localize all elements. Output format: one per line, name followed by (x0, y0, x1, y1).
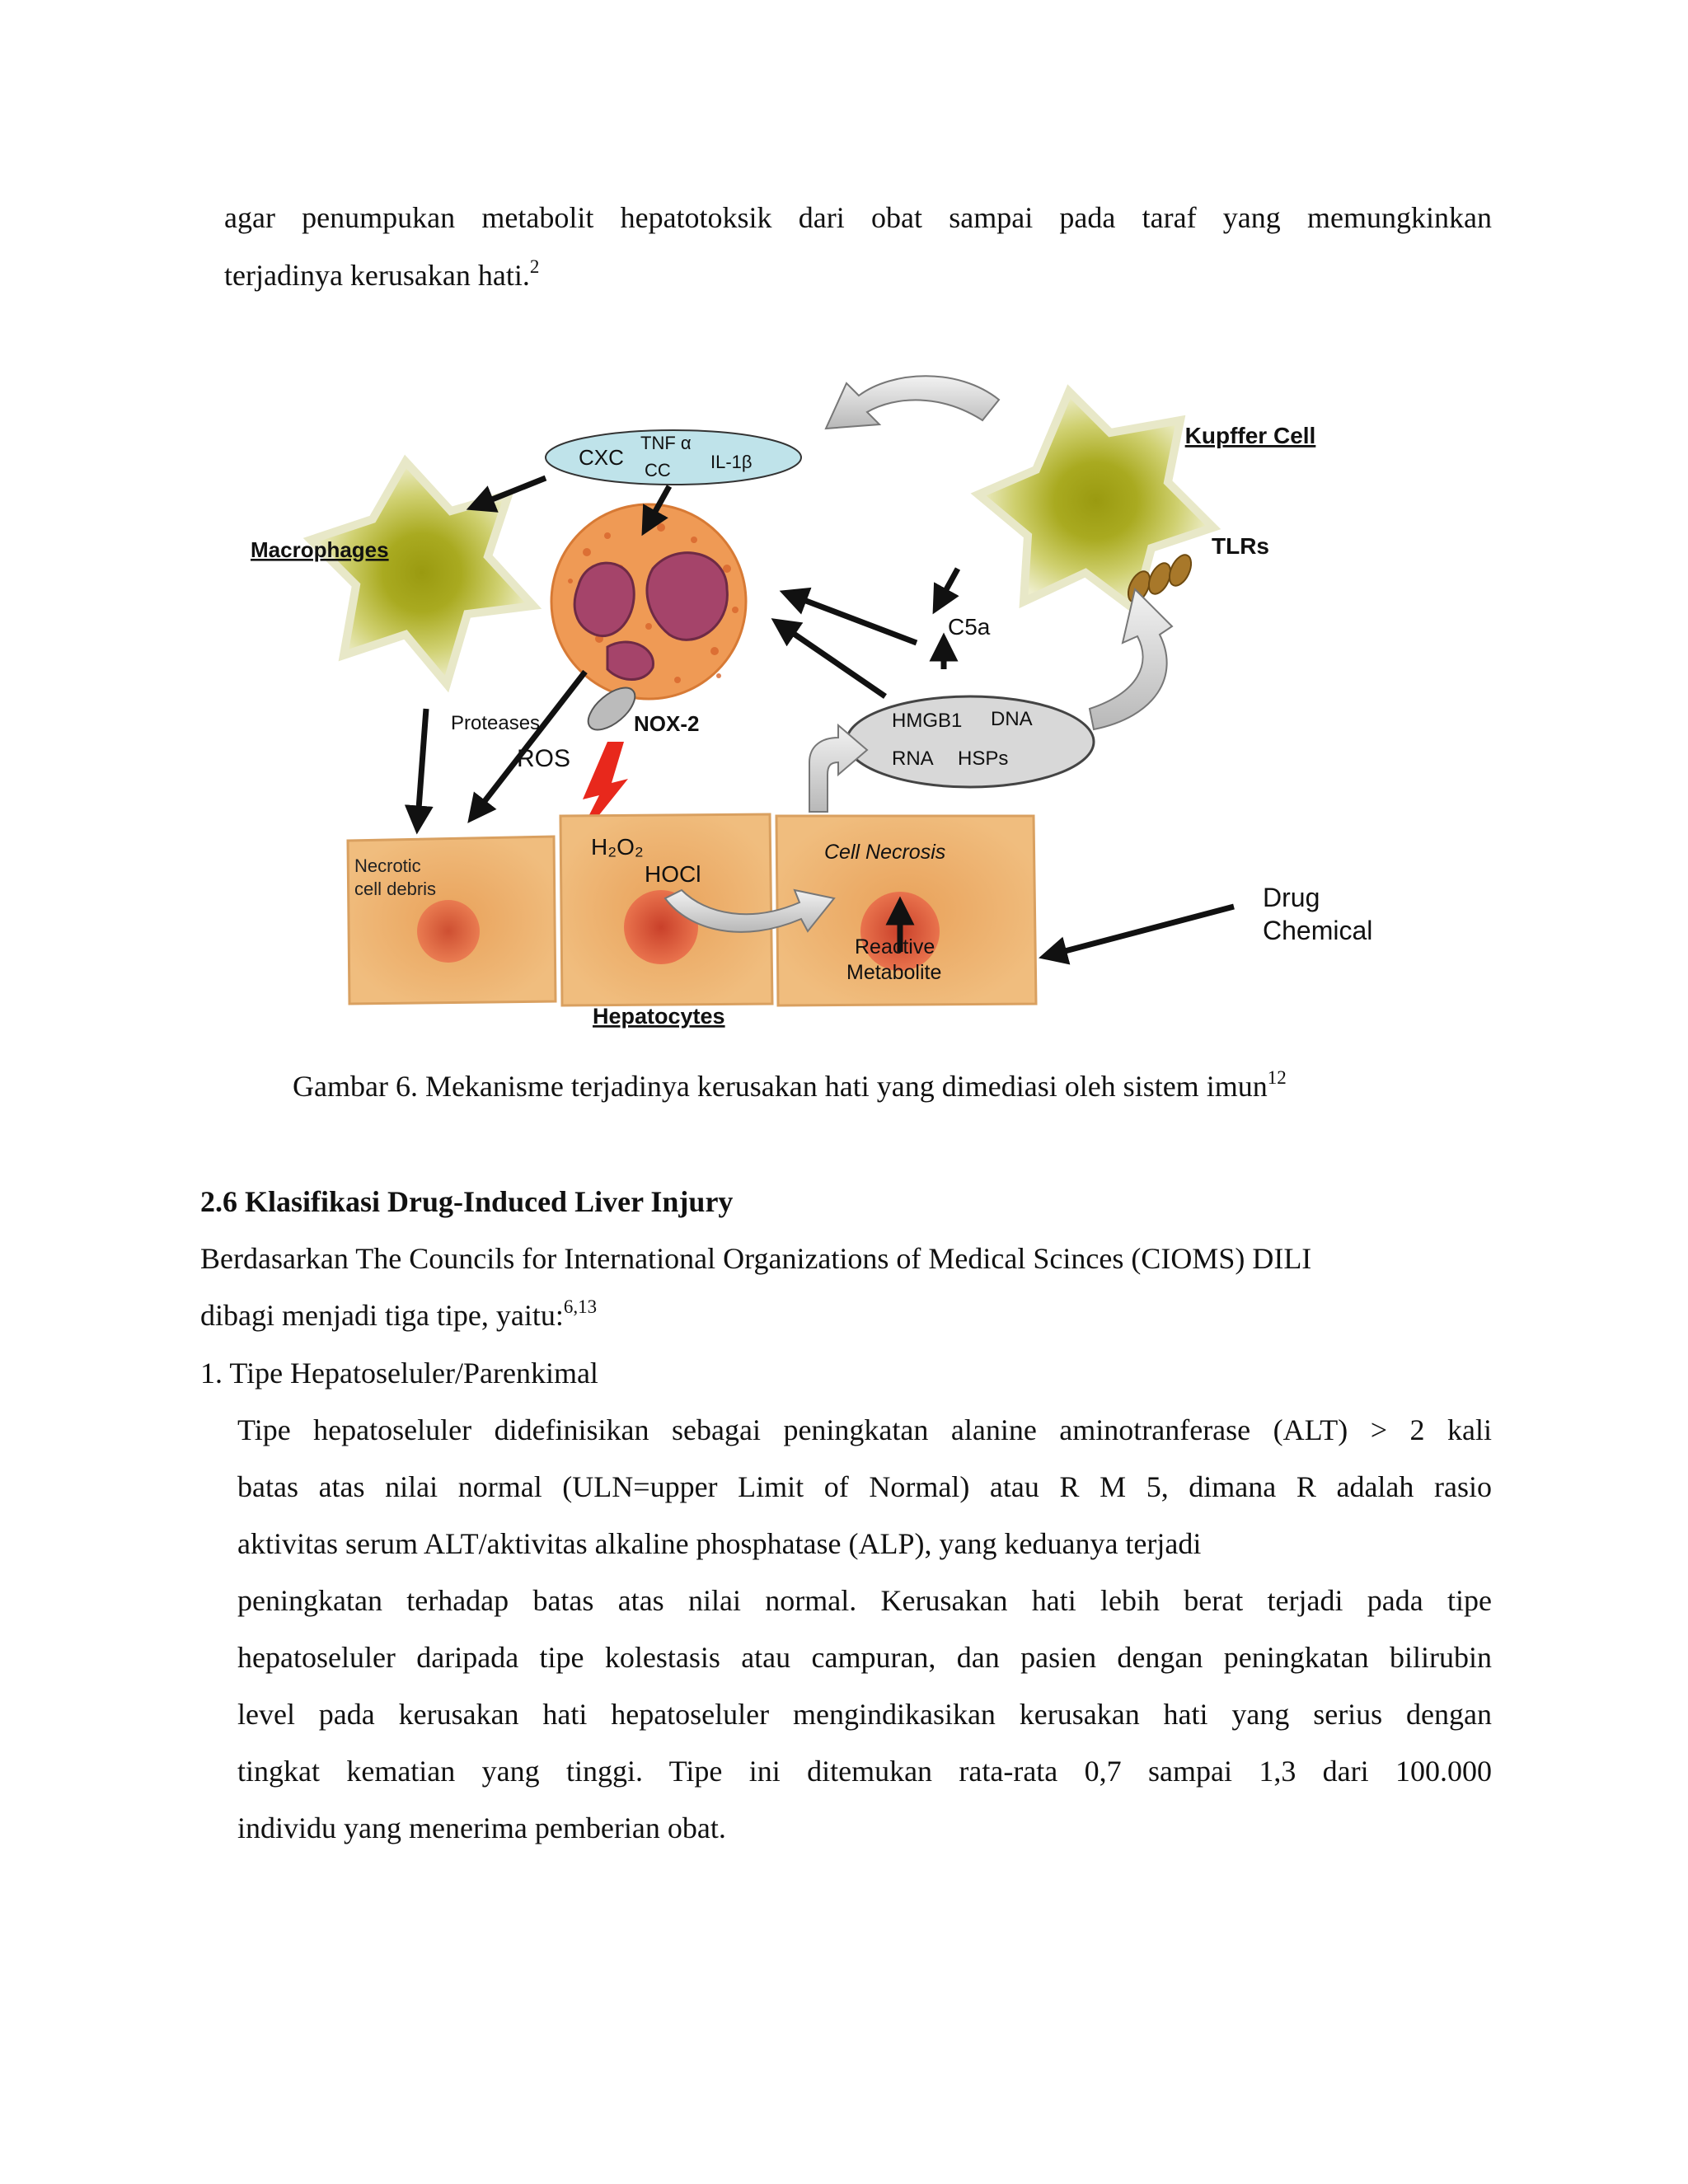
kupffer-cell-label: Kupffer Cell (1184, 423, 1316, 448)
svg-text:Cell Necrosis: Cell Necrosis (824, 841, 946, 864)
svg-text:H₂O₂: H₂O₂ (591, 834, 644, 860)
paragraph-line: hepatoseluler daripada tipe kolestasis atau campuran, dan pasien dengan peningkatan bilirubin (237, 1641, 1492, 1674)
caption-citation-ref: 12 (1267, 1067, 1287, 1088)
list-item-1-title: 1. Tipe Hepatoseluler/Parenkimal (200, 1357, 598, 1390)
section-intro-line-2 (200, 1297, 597, 1333)
paragraph-line: aktivitas serum ALT/aktivitas alkaline phosphatase (ALP), yang keduanya terjadi (237, 1527, 1202, 1560)
svg-text:Reactive: Reactive (855, 935, 935, 958)
paragraph-line: level pada kerusakan hati hepatoseluler mengindikasikan kerusakan hati yang serius dengan (237, 1698, 1492, 1731)
neutrophil-cell (551, 504, 746, 738)
ros-label: ROS (517, 745, 571, 772)
svg-text:HOCl: HOCl (645, 861, 701, 887)
section-heading: 2.6 Klasifikasi Drug-Induced Liver Injury (200, 1185, 734, 1218)
svg-text:TNF α: TNF α (640, 433, 692, 453)
svg-text:HSPs: HSPs (958, 748, 1009, 770)
svg-text:Necrotic: Necrotic (354, 855, 421, 876)
proteases-label: Proteases (451, 712, 541, 734)
hepatocyte-cell (560, 814, 772, 1005)
citation-ref: 2 (529, 256, 540, 277)
feedback-arrow-right (1090, 589, 1172, 729)
figure-caption-text: Gambar 6. Mekanisme terjadinya kerusakan hati yang dimediasi oleh sistem imun (293, 1070, 1268, 1103)
paragraph-line: tingkat kematian yang tinggi. Tipe ini ditemukan rata-rata 0,7 sampai 1,3 dari 100.000 (237, 1755, 1492, 1788)
intro-line-1: agar penumpukan metabolit hepatotoksik dari obat sampai pada taraf yang memungkinkan (224, 201, 1492, 234)
damps-ellipse (846, 696, 1094, 787)
figure-caption (293, 1068, 1287, 1104)
svg-text:Metabolite: Metabolite (846, 961, 942, 984)
paragraph-line: batas atas nilai normal (ULN=upper Limit of Normal) atau R M 5, dimana R adalah rasio (237, 1470, 1492, 1503)
necrotic-cell-debris-cell (348, 837, 556, 1004)
paragraph-line: Tipe hepatoseluler didefinisikan sebagai peningkatan alanine aminotranferase (ALT) > 2 kali (237, 1413, 1492, 1446)
section-intro-line-2-text: dibagi menjadi tiga tipe, yaitu: (200, 1299, 564, 1332)
paragraph-line: peningkatan terhadap batas atas nilai normal. Kerusakan hati lebih berat terjadi pada tipe (237, 1584, 1492, 1617)
chemical-label: Chemical (1263, 916, 1373, 945)
drug-label: Drug (1263, 883, 1320, 912)
hepatocytes-label: Hepatocytes (593, 1004, 725, 1029)
immune-liver-injury-figure (232, 363, 1428, 1034)
intro-line-2-text: terjadinya kerusakan hati. (224, 259, 530, 292)
svg-text:cell debris: cell debris (354, 879, 437, 899)
svg-text:DNA: DNA (991, 708, 1033, 730)
c5a-label: C5a (948, 614, 991, 640)
svg-text:RNA: RNA (892, 748, 934, 770)
intro-line-2 (224, 257, 539, 293)
macrophages-label: Macrophages (251, 537, 389, 562)
svg-text:CC: CC (645, 460, 671, 480)
nox2-label: NOX-2 (634, 711, 700, 736)
svg-text:IL-1β: IL-1β (710, 452, 753, 472)
cytokines-ellipse (546, 430, 801, 485)
svg-text:CXC: CXC (579, 445, 624, 470)
feedback-arrow-top (826, 376, 999, 429)
section-citation-ref: 6,13 (563, 1296, 598, 1317)
tlrs-label: TLRs (1212, 533, 1269, 559)
svg-text:HMGB1: HMGB1 (892, 710, 963, 732)
section-intro-line-1: Berdasarkan The Councils for International Organizations of Medical Scinces (CIOMS) DILI (200, 1242, 1312, 1275)
paragraph-line: individu yang menerima pemberian obat. (237, 1811, 726, 1844)
